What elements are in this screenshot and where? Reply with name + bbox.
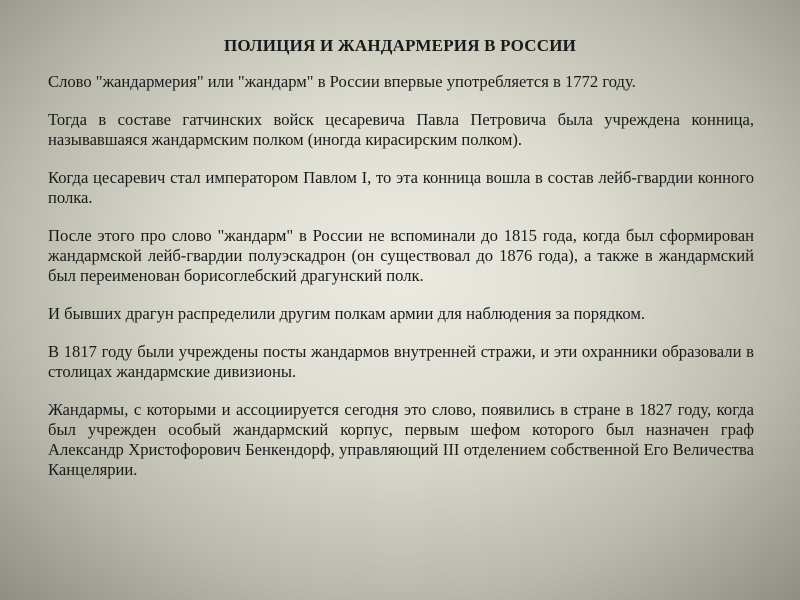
paragraph-2: Тогда в составе гатчинских войск цесаревича Павла Петровича была учреждена конница, называвшаяся жандармским полком (иногда кирасирским полком). <box>48 110 754 149</box>
paragraph-6: В 1817 году были учреждены посты жандармов внутренней стражи, и эти охранники образовали в столицах жандармские дивизионы. <box>48 342 754 381</box>
paragraph-7: Жандармы, с которыми и ассоциируется сегодня это слово, появились в стране в 1827 году, когда был учрежден особый жандармский корпус, первым шефом которого был назначен граф Александр Христофорович Бенкендорф, управляющий III отделением собственной Его Величества Канцелярии. <box>48 400 754 479</box>
paragraph-3: Когда цесаревич стал императором Павлом I, то эта конница вошла в состав лейб-гвардии конного полка. <box>48 168 754 207</box>
paragraph-4: После этого про слово "жандарм" в России не вспоминали до 1815 года, когда был сформирован жандармской лейб-гвардии полуэскадрон (он существовал до 1876 года), а также в жандармский был переименован борисоглебский драгунский полк. <box>48 226 754 285</box>
slide-body <box>48 72 754 480</box>
slide-title: ПОЛИЦИЯ И ЖАНДАРМЕРИЯ В РОССИИ <box>223 36 577 55</box>
paragraph-1: Слово "жандармерия" или "жандарм" в России впервые употребляется в 1772 году. <box>48 72 636 91</box>
paragraph-5: И бывших драгун распределили другим полкам армии для наблюдения за порядком. <box>48 304 645 323</box>
